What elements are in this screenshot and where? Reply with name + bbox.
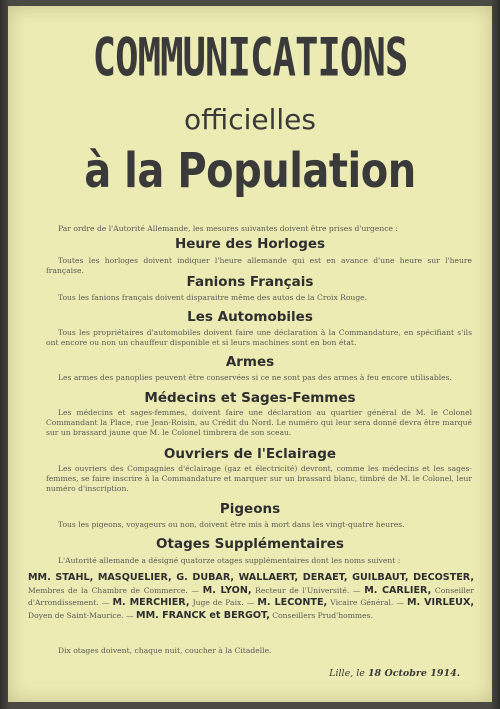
text-armes: Les armes des panoplies peuvent être conservées si ce ne sont pas des armes à feu encore utilisables. [58,373,452,382]
text-eclairage: Les ouvriers des Compagnies d'éclairage (gaz et électricité) devront, comme les médecins et les sages-femmes, se faire inscrire à la Commandature et marquer sur un brassard blanc, timbré de M. le Colonel, leur numéro d'inscription. [46,464,472,493]
text-fanions: Tous les fanions français doivent disparaitre même des autos de la Croix Rouge. [58,293,368,302]
closing-text: Dix otages doivent, chaque nuit, coucher à la Citadelle. [58,646,272,655]
heading-eclairage: Ouvriers de l'Eclairage [163,446,337,462]
poster [8,6,492,702]
text-medecins: Les médecins et sages-femmes, doivent faire une déclaration au quartier général de M. le Colonel Commandant la Place, rue Jean-Roisin, au Crédit du Nord. Le numéro qui leur sera donné devra être marqué sur un brassard jaune que M. le Colonel timbrera de son sceau. [46,408,472,437]
text-automobiles: Tous les propriétaires d'automobiles doivent faire une déclaration à la Commandature, en spécifiant s'ils ont encore ou non un chauffeur disponible et si leurs machines sont en bon état. [46,328,472,347]
hostage-names-6: M. VIRLEUX, [406,597,475,608]
heading-medecins: Médecins et Sages-Femmes [144,390,356,406]
hostage-names-7: MM. FRANCK et BERGOT, [136,609,270,621]
signature [8,668,460,679]
text-otages: L'Autorité allemande a désigné quatorze otages supplémentaires dont les noms suivent : [58,556,401,565]
heading-fanions: Fanions Français [186,274,314,290]
heading-pigeons: Pigeons [219,501,281,517]
hostage-names-2: M. LYON, [202,584,252,596]
hostage-names-3: M. CARLIER, [364,584,432,596]
hostage-title-6: Doyen de Saint-Maurice. — [28,610,134,620]
heading-armes: Armes [225,354,275,370]
poster-title-communications: COMMUNICATIONS [92,28,408,89]
text-pigeons: Tous les pigeons, voyageurs ou non, doivent être mis à mort dans les vingt-quatre heures. [58,520,405,529]
text-horloges: Toutes les horloges doivent indiquer l'heure allemande qui est en avance d'une heure sur l'heure française. [46,256,472,275]
poster-title-officielles: officielles [184,103,316,136]
heading-otages: Otages Supplémentaires [156,536,344,552]
signature-place: Lille, le [329,668,365,679]
hostage-title-7: Conseillers Prud'hommes. [272,610,373,620]
hostage-list [28,572,474,622]
intro-text: Par ordre de l'Autorité Allemande, les mesures suivantes doivent être prises d'urgence : [58,224,398,233]
hostage-names-4: M. MERCHIER, [112,597,190,608]
hostage-title-1: Membres de la Chambre de Commerce. — [28,585,200,595]
poster-title-population: à la Population [84,144,416,200]
hostage-title-3: Conseiller d'Arrondissement. — [28,585,474,607]
hostage-names-5: M. LECONTE, [257,597,328,608]
hostage-title-2: Recteur de l'Université. — [255,585,361,595]
hostage-title-5: Vicaire Général. — [330,598,404,607]
hostage-title-4: Juge de Paix. — [192,598,255,607]
heading-automobiles: Les Automobiles [187,309,313,325]
signature-date: 18 Octobre 1914. [367,668,460,679]
heading-horloges: Heure des Horloges [174,236,326,252]
hostage-names-1: MM. STAHL, MASQUELIER, G. DUBAR, WALLAERT, DERAET, GUILBAUT, DECOSTER, [28,572,474,583]
